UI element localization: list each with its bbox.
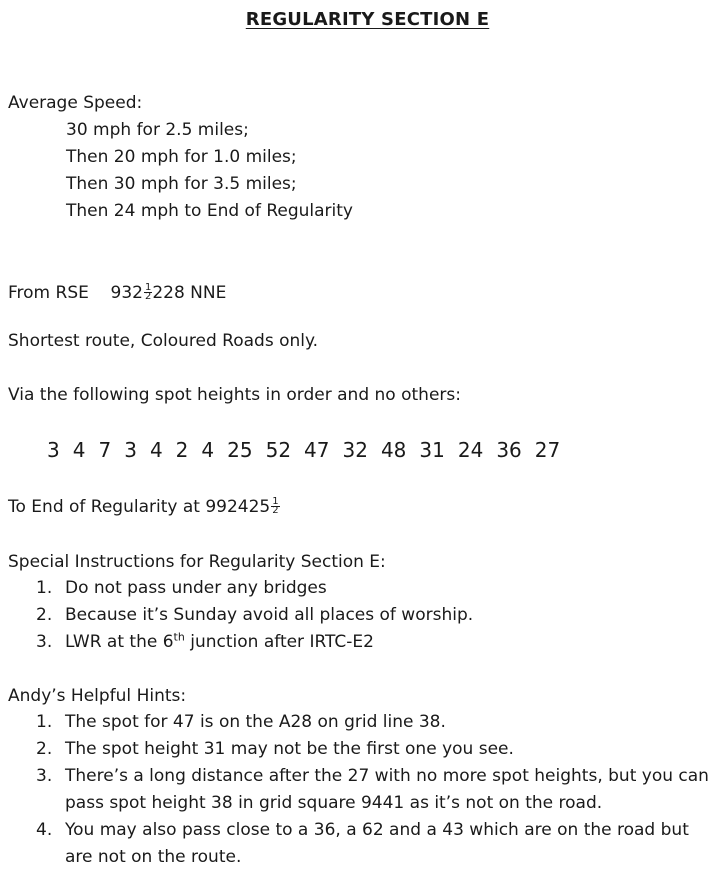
- spot-height: 3: [124, 438, 137, 462]
- spot-height: 7: [98, 438, 112, 462]
- spot-height: 2: [175, 438, 189, 462]
- special-item-1: [0, 575, 715, 602]
- speed-line-1: 30 mph for 2.5 miles;: [66, 120, 249, 140]
- end-frac-den: 2: [272, 505, 279, 516]
- special-item-3-pre: LWR at the 6: [65, 632, 174, 652]
- spot-height: 25: [227, 438, 253, 462]
- from-ref-rest: 228 NNE: [152, 283, 227, 303]
- hint-item-1-number: 1.: [36, 712, 53, 732]
- special-item-3: [0, 629, 715, 656]
- special-item-3-number: 3.: [36, 632, 53, 652]
- hint-item-3-text: There’s a long distance after the 27 with no more spot heights, but you can pass spot height 38 in grid square 9441 as it’s not on the road.: [65, 766, 709, 813]
- via-line: Via the following spot heights in order and no others:: [8, 385, 461, 405]
- spot-height: 48: [380, 438, 407, 462]
- speed-line-3: Then 30 mph for 3.5 miles;: [66, 174, 297, 194]
- hints-list: [0, 709, 715, 871]
- end-line: [8, 496, 280, 518]
- page-title: REGULARITY SECTION E: [245, 9, 490, 30]
- spot-height: 47: [304, 438, 330, 462]
- spot-height: 4: [149, 438, 163, 462]
- spot-height: 27: [534, 438, 561, 462]
- hint-item-3: [0, 763, 715, 817]
- spot-height: 32: [342, 438, 368, 462]
- spot-heights-row: [47, 438, 573, 464]
- hint-item-4-text: You may also pass close to a 36, a 62 and a 43 which are on the road but are not on the route.: [65, 820, 689, 867]
- special-item-2-number: 2.: [36, 605, 53, 625]
- special-heading: Special Instructions for Regularity Section E:: [8, 552, 386, 572]
- end-fraction: [271, 498, 279, 515]
- special-item-3-sup: th: [173, 630, 185, 644]
- from-frac-den: 2: [144, 291, 152, 302]
- special-item-1-text: Do not pass under any bridges: [65, 578, 327, 598]
- average-speed-heading: Average Speed:: [8, 93, 143, 113]
- spot-height: 24: [457, 438, 484, 462]
- special-item-2: [0, 602, 715, 629]
- hint-item-1: [0, 709, 715, 736]
- hint-item-2: [0, 736, 715, 763]
- special-list: [0, 575, 715, 656]
- hint-item-2-number: 2.: [36, 739, 53, 759]
- spot-height: 4: [72, 438, 86, 462]
- speed-line-2: Then 20 mph for 1.0 miles;: [66, 147, 297, 167]
- spot-height: 4: [201, 438, 215, 462]
- from-frac-num: 1: [144, 282, 152, 293]
- route-line: Shortest route, Coloured Roads only.: [8, 331, 319, 351]
- special-item-2-text: Because it’s Sunday avoid all places of worship.: [65, 605, 474, 625]
- from-rse-line: [8, 282, 226, 304]
- spot-height: 3: [47, 438, 60, 462]
- hint-item-1-text: The spot for 47 is on the A28 on grid line 38.: [65, 712, 446, 732]
- spot-height: 52: [265, 438, 292, 462]
- hints-heading: Andy’s Helpful Hints:: [8, 686, 187, 706]
- hint-item-4-number: 4.: [36, 820, 53, 840]
- spot-height: 36: [496, 438, 522, 462]
- from-prefix: From RSE: [8, 283, 89, 303]
- end-prefix: To End of Regularity at 992425: [8, 497, 271, 517]
- special-item-3-post: junction after IRTC-E2: [184, 632, 374, 652]
- spot-height: 31: [419, 438, 445, 462]
- special-item-1-number: 1.: [36, 578, 53, 598]
- hint-item-4: [0, 817, 715, 871]
- end-frac-num: 1: [272, 496, 279, 507]
- speed-line-4: Then 24 mph to End of Regularity: [66, 201, 353, 221]
- hint-item-3-number: 3.: [36, 766, 53, 786]
- hint-item-2-text: The spot height 31 may not be the first one you see.: [65, 739, 514, 759]
- from-ref-main: 932: [110, 283, 143, 303]
